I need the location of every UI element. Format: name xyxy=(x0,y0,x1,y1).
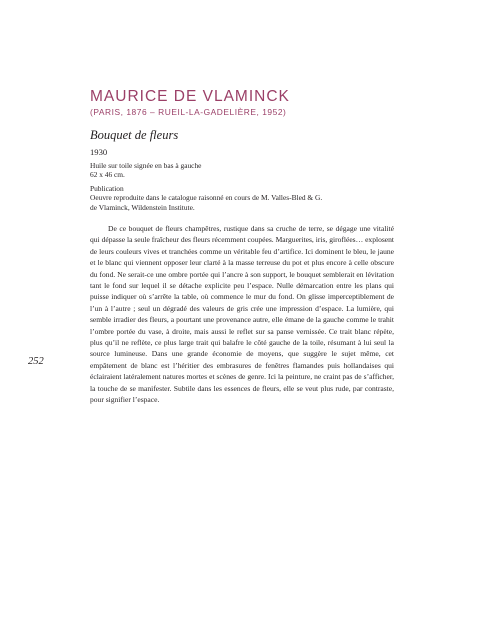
page-number: 252 xyxy=(28,356,44,367)
publication-heading: Publication xyxy=(90,184,124,193)
publication-line-2: de Vlaminck, Wildenstein Institute. xyxy=(90,202,195,212)
dimensions-text: 62 x 46 cm. xyxy=(90,170,125,180)
technique-block xyxy=(90,161,201,180)
work-year: 1930 xyxy=(90,147,108,157)
publication-line-1: Oeuvre reproduite dans le catalogue raisonné en cours de M. Valles-Bled & G. xyxy=(90,193,323,203)
technique-text: Huile sur toile signée en bas à gauche xyxy=(90,161,202,170)
work-title: Bouquet de fleurs xyxy=(90,128,179,142)
body-paragraph: De ce bouquet de fleurs champêtres, rustique dans sa cruche de terre, se dégage une vitalité qui dépasse la seule fraîcheur des fleurs récemment coupées. Marguerites, iris, giroflées… explosent de leurs couleurs vives et tranchées comme un véritable feu d’artifice. Ici dominent le bleu, le jaune et le blanc qui viennent opposer leur clarté à la masse terreuse du pot et plus encore à celle obscure du fond. Ne serait-ce une ombre portée qui l’ancre à son support, le bouquet semblerait en lévitation tant le fond sur lequel il se détache explicite peu l’espace. Nulle démarcation entre les plans qui puisse indiquer où s’arrête la table, où commence le mur du fond. On glisse imperceptiblement de l’un à l’autre ; seul un dégradé des valeurs de gris crée une impression d’espace. La lumière, qui semble irradier des fleurs, a pourtant une provenance autre, elle émane de la gauche comme le trahit l’ombre portée du vase, à droite, mais aussi le reflet sur sa panse vernissée. Ce trait blanc répète, plus qu’il ne reflète, ce plus large trait qui balafre le côté gauche de la toile, résumant à lui seul la source lumineuse. Dans une grande économie de moyens, que suggère le sujet même, cet empâtement de blanc est l’héritier des embrasures de fenêtres flamandes puis hollandaises qui éclairaient latéralement natures mortes et scènes de genre. Ici la peinture, ne craint pas de s’afficher, la touche de se manifester. Subtile dans les essences de fleurs, elle se veut plus rude, par contraste, pour signifier l’espace. xyxy=(90,224,394,405)
publication-block xyxy=(90,184,430,212)
artist-dates: (PARIS, 1876 – RUEIL-LA-GADELIÈRE, 1952) xyxy=(90,107,287,117)
artist-name: MAURICE DE VLAMINCK xyxy=(90,88,290,105)
